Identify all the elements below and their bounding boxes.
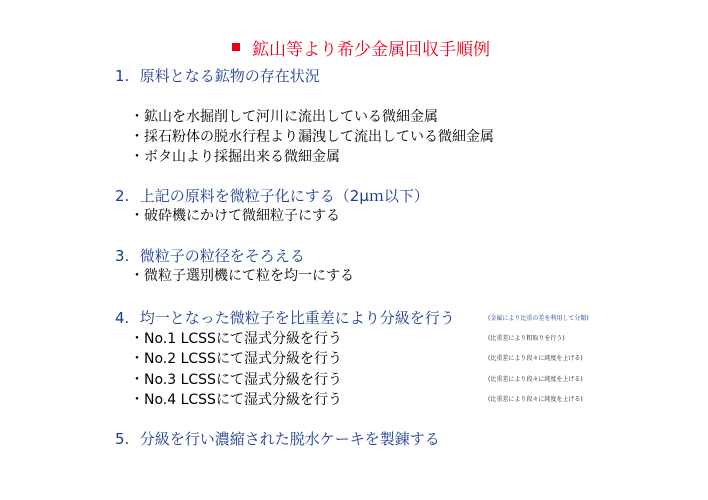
section-number: 4.	[115, 309, 130, 327]
section-heading-text: 上記の原料を微粒子化にする（2μｍ以下）	[139, 187, 429, 205]
section-heading-text: 均一となった微粒子を比重差により分級を行う	[139, 309, 455, 327]
slide-title	[232, 35, 490, 59]
section-number: 1.	[115, 67, 130, 85]
section-number: 3.	[115, 247, 130, 265]
item-note: (比重差により段々に純度を上げる)	[488, 396, 583, 403]
section-number: 5.	[115, 430, 130, 448]
item-note: (比重差により段々に純度を上げる)	[488, 355, 583, 362]
list-item: ・No.2 LCSSにて湿式分級を行う	[130, 351, 342, 367]
list-item: ・鉱山を水掘削して河川に流出している微細金属	[130, 109, 438, 125]
item-note: (比重差により粗取りを行う)	[488, 335, 565, 342]
list-item: ・No.3 LCSSにて湿式分級を行う	[130, 372, 342, 388]
section-1-heading	[115, 66, 320, 86]
section-4-heading	[115, 308, 455, 328]
section-heading-text: 分級を行い濃縮された脱水ケーキを製錬する	[139, 430, 440, 448]
section-heading-text: 原料となる鉱物の存在状況	[139, 67, 320, 85]
item-note: (比重差により段々に純度を上げる)	[488, 376, 583, 383]
section-5-heading	[115, 429, 440, 449]
square-bullet-icon	[232, 43, 240, 51]
section-2-heading	[115, 186, 429, 206]
section-number: 2.	[115, 187, 130, 205]
section-4-note: (金属により比重の差を利用して分類)	[488, 315, 589, 322]
slide-title-text: 鉱山等より希少金属回収手順例	[252, 39, 490, 60]
list-item: ・ボタ山より採掘出来る微細金属	[130, 149, 340, 165]
list-item: ・破砕機にかけて微細粒子にする	[130, 208, 340, 224]
list-item: ・採石粉体の脱水行程より漏洩して流出している微細金属	[130, 129, 494, 145]
list-item: ・微粒子選別機にて粒を均一にする	[130, 268, 354, 284]
list-item: ・No.4 LCSSにて湿式分級を行う	[130, 392, 342, 408]
section-heading-text: 微粒子の粒径をそろえる	[139, 247, 305, 265]
list-item: ・No.1 LCSSにて湿式分級を行う	[130, 331, 342, 347]
section-3-heading	[115, 246, 305, 266]
